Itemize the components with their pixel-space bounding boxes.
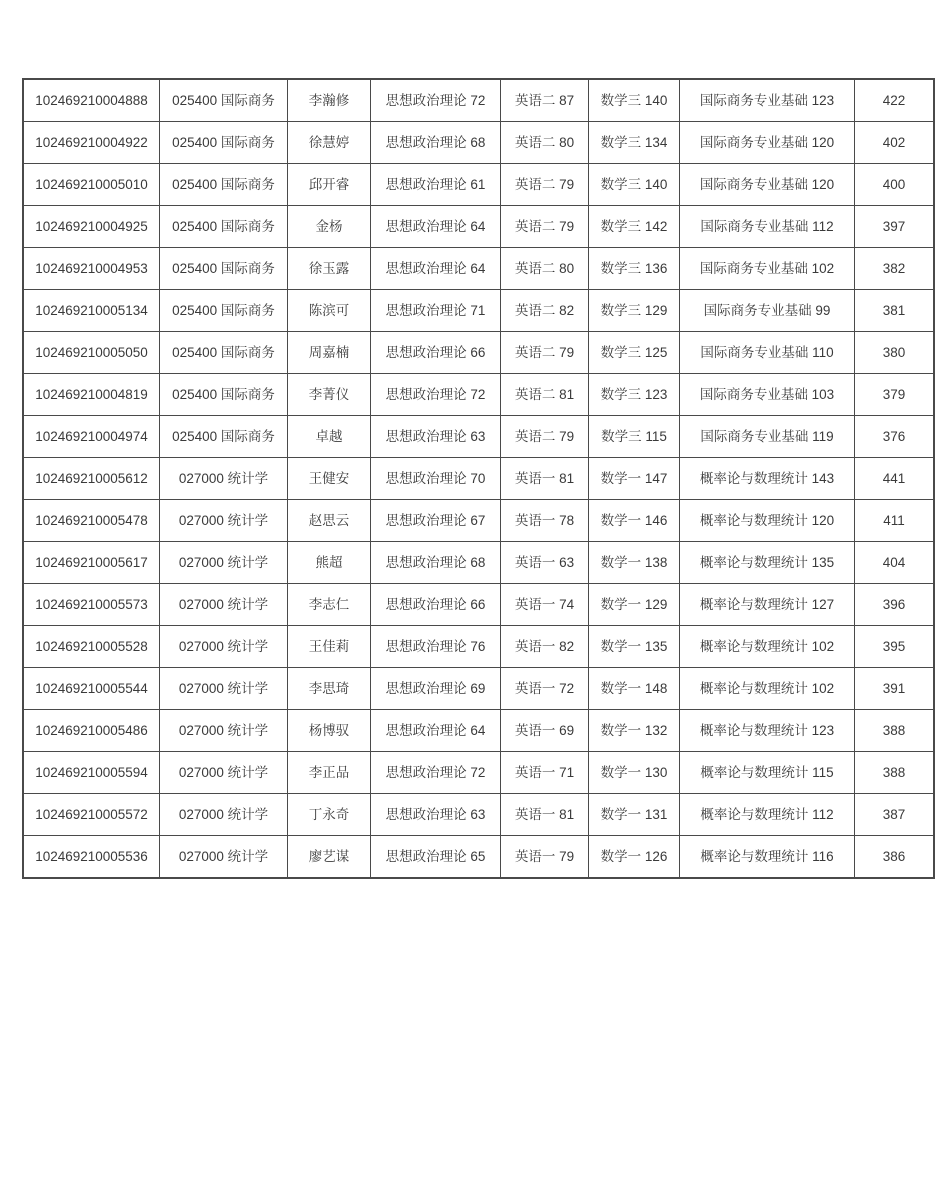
professional-score-cell: 国际商务专业基础 123 <box>680 79 855 122</box>
politics-score-cell: 思想政治理论 68 <box>371 542 501 584</box>
math-score-cell: 数学三 142 <box>589 206 680 248</box>
table-row <box>23 500 934 542</box>
english-score-cell: 英语一 63 <box>501 542 589 584</box>
candidate-name-cell: 王健安 <box>288 458 371 500</box>
politics-score-cell: 思想政治理论 64 <box>371 248 501 290</box>
professional-score-cell: 概率论与数理统计 143 <box>680 458 855 500</box>
total-score-cell: 387 <box>855 794 935 836</box>
professional-score-cell: 国际商务专业基础 99 <box>680 290 855 332</box>
total-score-cell: 395 <box>855 626 935 668</box>
english-score-cell: 英语二 79 <box>501 164 589 206</box>
major-cell: 025400 国际商务 <box>160 290 288 332</box>
english-score-cell: 英语二 87 <box>501 79 589 122</box>
politics-score-cell: 思想政治理论 64 <box>371 206 501 248</box>
table-row <box>23 164 934 206</box>
politics-score-cell: 思想政治理论 68 <box>371 122 501 164</box>
exam-number-cell: 102469210005573 <box>23 584 160 626</box>
major-cell: 027000 统计学 <box>160 752 288 794</box>
professional-score-cell: 概率论与数理统计 115 <box>680 752 855 794</box>
table-row <box>23 584 934 626</box>
english-score-cell: 英语二 82 <box>501 290 589 332</box>
table-row <box>23 290 934 332</box>
major-cell: 027000 统计学 <box>160 626 288 668</box>
professional-score-cell: 概率论与数理统计 120 <box>680 500 855 542</box>
candidate-name-cell: 丁永奇 <box>288 794 371 836</box>
exam-number-cell: 102469210005050 <box>23 332 160 374</box>
major-cell: 025400 国际商务 <box>160 416 288 458</box>
math-score-cell: 数学一 148 <box>589 668 680 710</box>
total-score-cell: 402 <box>855 122 935 164</box>
total-score-cell: 441 <box>855 458 935 500</box>
english-score-cell: 英语一 74 <box>501 584 589 626</box>
candidate-name-cell: 徐玉露 <box>288 248 371 290</box>
candidate-name-cell: 金杨 <box>288 206 371 248</box>
professional-score-cell: 国际商务专业基础 112 <box>680 206 855 248</box>
professional-score-cell: 概率论与数理统计 112 <box>680 794 855 836</box>
table-row <box>23 710 934 752</box>
exam-number-cell: 102469210005486 <box>23 710 160 752</box>
politics-score-cell: 思想政治理论 63 <box>371 794 501 836</box>
english-score-cell: 英语二 79 <box>501 206 589 248</box>
major-cell: 025400 国际商务 <box>160 332 288 374</box>
candidate-name-cell: 李菁仪 <box>288 374 371 416</box>
table-row <box>23 458 934 500</box>
politics-score-cell: 思想政治理论 64 <box>371 710 501 752</box>
total-score-cell: 396 <box>855 584 935 626</box>
english-score-cell: 英语一 81 <box>501 458 589 500</box>
candidate-name-cell: 赵思云 <box>288 500 371 542</box>
exam-number-cell: 102469210005617 <box>23 542 160 584</box>
major-cell: 025400 国际商务 <box>160 206 288 248</box>
professional-score-cell: 概率论与数理统计 102 <box>680 626 855 668</box>
candidate-name-cell: 李正品 <box>288 752 371 794</box>
table-row <box>23 542 934 584</box>
politics-score-cell: 思想政治理论 71 <box>371 290 501 332</box>
candidate-name-cell: 杨博驭 <box>288 710 371 752</box>
politics-score-cell: 思想政治理论 66 <box>371 332 501 374</box>
total-score-cell: 386 <box>855 836 935 879</box>
english-score-cell: 英语一 69 <box>501 710 589 752</box>
math-score-cell: 数学一 146 <box>589 500 680 542</box>
politics-score-cell: 思想政治理论 72 <box>371 79 501 122</box>
math-score-cell: 数学三 129 <box>589 290 680 332</box>
major-cell: 027000 统计学 <box>160 668 288 710</box>
english-score-cell: 英语一 71 <box>501 752 589 794</box>
total-score-cell: 391 <box>855 668 935 710</box>
table-row <box>23 122 934 164</box>
candidate-name-cell: 李志仁 <box>288 584 371 626</box>
politics-score-cell: 思想政治理论 76 <box>371 626 501 668</box>
major-cell: 027000 统计学 <box>160 458 288 500</box>
table-body <box>23 79 934 878</box>
politics-score-cell: 思想政治理论 63 <box>371 416 501 458</box>
politics-score-cell: 思想政治理论 61 <box>371 164 501 206</box>
major-cell: 027000 统计学 <box>160 542 288 584</box>
politics-score-cell: 思想政治理论 69 <box>371 668 501 710</box>
math-score-cell: 数学三 125 <box>589 332 680 374</box>
major-cell: 025400 国际商务 <box>160 79 288 122</box>
math-score-cell: 数学一 138 <box>589 542 680 584</box>
professional-score-cell: 国际商务专业基础 102 <box>680 248 855 290</box>
politics-score-cell: 思想政治理论 66 <box>371 584 501 626</box>
math-score-cell: 数学一 147 <box>589 458 680 500</box>
math-score-cell: 数学一 129 <box>589 584 680 626</box>
table-row <box>23 668 934 710</box>
major-cell: 027000 统计学 <box>160 584 288 626</box>
exam-number-cell: 102469210004974 <box>23 416 160 458</box>
table-row <box>23 836 934 879</box>
math-score-cell: 数学一 135 <box>589 626 680 668</box>
politics-score-cell: 思想政治理论 72 <box>371 752 501 794</box>
exam-number-cell: 102469210005528 <box>23 626 160 668</box>
english-score-cell: 英语二 80 <box>501 122 589 164</box>
professional-score-cell: 国际商务专业基础 120 <box>680 122 855 164</box>
english-score-cell: 英语二 79 <box>501 332 589 374</box>
exam-number-cell: 102469210005572 <box>23 794 160 836</box>
major-cell: 027000 统计学 <box>160 710 288 752</box>
table-row <box>23 79 934 122</box>
total-score-cell: 411 <box>855 500 935 542</box>
politics-score-cell: 思想政治理论 70 <box>371 458 501 500</box>
table-row <box>23 332 934 374</box>
table-row <box>23 248 934 290</box>
english-score-cell: 英语二 80 <box>501 248 589 290</box>
exam-number-cell: 102469210005612 <box>23 458 160 500</box>
professional-score-cell: 国际商务专业基础 110 <box>680 332 855 374</box>
professional-score-cell: 国际商务专业基础 120 <box>680 164 855 206</box>
exam-number-cell: 102469210005134 <box>23 290 160 332</box>
candidate-name-cell: 李思琦 <box>288 668 371 710</box>
math-score-cell: 数学一 130 <box>589 752 680 794</box>
major-cell: 025400 国际商务 <box>160 122 288 164</box>
total-score-cell: 397 <box>855 206 935 248</box>
english-score-cell: 英语一 78 <box>501 500 589 542</box>
table-row <box>23 416 934 458</box>
table-row <box>23 206 934 248</box>
math-score-cell: 数学一 126 <box>589 836 680 879</box>
admission-score-table <box>22 78 935 879</box>
exam-number-cell: 102469210005536 <box>23 836 160 879</box>
table-row <box>23 794 934 836</box>
candidate-name-cell: 廖艺谋 <box>288 836 371 879</box>
exam-number-cell: 102469210005594 <box>23 752 160 794</box>
math-score-cell: 数学三 123 <box>589 374 680 416</box>
exam-number-cell: 102469210005544 <box>23 668 160 710</box>
total-score-cell: 388 <box>855 710 935 752</box>
politics-score-cell: 思想政治理论 65 <box>371 836 501 879</box>
candidate-name-cell: 王佳莉 <box>288 626 371 668</box>
exam-number-cell: 102469210004953 <box>23 248 160 290</box>
english-score-cell: 英语一 72 <box>501 668 589 710</box>
major-cell: 025400 国际商务 <box>160 374 288 416</box>
professional-score-cell: 概率论与数理统计 102 <box>680 668 855 710</box>
professional-score-cell: 概率论与数理统计 123 <box>680 710 855 752</box>
total-score-cell: 379 <box>855 374 935 416</box>
math-score-cell: 数学三 140 <box>589 79 680 122</box>
major-cell: 025400 国际商务 <box>160 164 288 206</box>
english-score-cell: 英语一 79 <box>501 836 589 879</box>
total-score-cell: 376 <box>855 416 935 458</box>
exam-number-cell: 102469210004922 <box>23 122 160 164</box>
table-row <box>23 374 934 416</box>
math-score-cell: 数学三 134 <box>589 122 680 164</box>
table-row <box>23 752 934 794</box>
professional-score-cell: 概率论与数理统计 135 <box>680 542 855 584</box>
math-score-cell: 数学三 136 <box>589 248 680 290</box>
major-cell: 025400 国际商务 <box>160 248 288 290</box>
exam-number-cell: 102469210004819 <box>23 374 160 416</box>
math-score-cell: 数学一 131 <box>589 794 680 836</box>
total-score-cell: 381 <box>855 290 935 332</box>
math-score-cell: 数学三 140 <box>589 164 680 206</box>
candidate-name-cell: 熊超 <box>288 542 371 584</box>
candidate-name-cell: 陈滨可 <box>288 290 371 332</box>
candidate-name-cell: 邱开睿 <box>288 164 371 206</box>
exam-number-cell: 102469210004888 <box>23 79 160 122</box>
politics-score-cell: 思想政治理论 67 <box>371 500 501 542</box>
candidate-name-cell: 徐慧婷 <box>288 122 371 164</box>
math-score-cell: 数学三 115 <box>589 416 680 458</box>
total-score-cell: 380 <box>855 332 935 374</box>
professional-score-cell: 概率论与数理统计 116 <box>680 836 855 879</box>
english-score-cell: 英语一 81 <box>501 794 589 836</box>
professional-score-cell: 国际商务专业基础 103 <box>680 374 855 416</box>
total-score-cell: 422 <box>855 79 935 122</box>
major-cell: 027000 统计学 <box>160 836 288 879</box>
professional-score-cell: 国际商务专业基础 119 <box>680 416 855 458</box>
candidate-name-cell: 周嘉楠 <box>288 332 371 374</box>
exam-number-cell: 102469210005478 <box>23 500 160 542</box>
candidate-name-cell: 李瀚修 <box>288 79 371 122</box>
politics-score-cell: 思想政治理论 72 <box>371 374 501 416</box>
candidate-name-cell: 卓越 <box>288 416 371 458</box>
english-score-cell: 英语二 79 <box>501 416 589 458</box>
total-score-cell: 404 <box>855 542 935 584</box>
total-score-cell: 382 <box>855 248 935 290</box>
major-cell: 027000 统计学 <box>160 794 288 836</box>
exam-number-cell: 102469210005010 <box>23 164 160 206</box>
english-score-cell: 英语一 82 <box>501 626 589 668</box>
major-cell: 027000 统计学 <box>160 500 288 542</box>
exam-number-cell: 102469210004925 <box>23 206 160 248</box>
professional-score-cell: 概率论与数理统计 127 <box>680 584 855 626</box>
total-score-cell: 388 <box>855 752 935 794</box>
table-row <box>23 626 934 668</box>
total-score-cell: 400 <box>855 164 935 206</box>
english-score-cell: 英语二 81 <box>501 374 589 416</box>
math-score-cell: 数学一 132 <box>589 710 680 752</box>
